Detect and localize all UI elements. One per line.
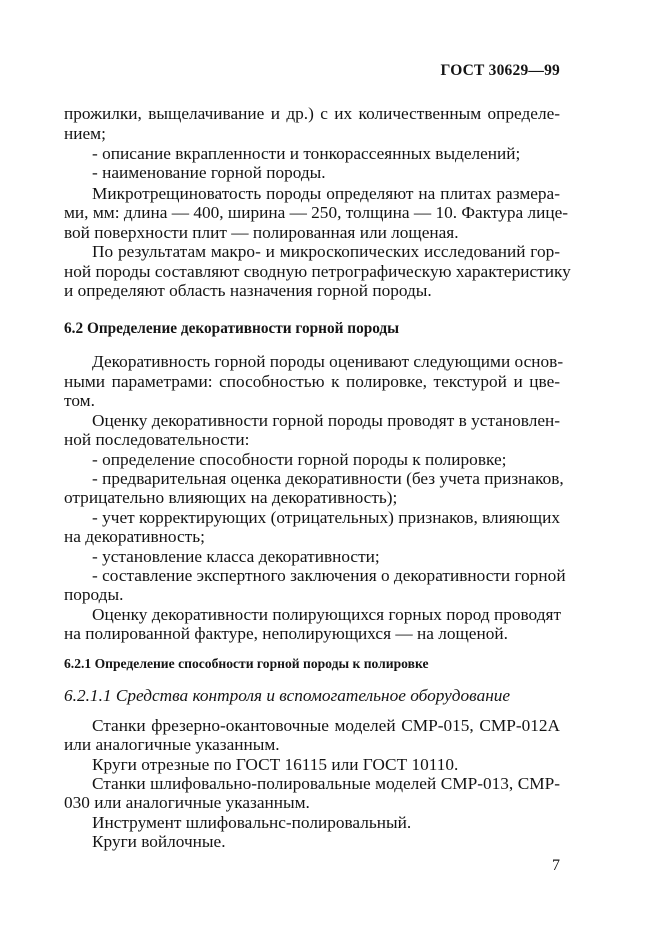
section-heading-6-2: 6.2 Определение декоративности горной породы [64,320,400,337]
list-item: - предварительная оценка декоративности (без учета признаков, [92,469,564,488]
text-line: породы. [64,585,124,604]
text-line: Станки шлифовально-полировальные моделей СМР-013, СМР- [92,774,560,793]
text-line: прожилки, выщелачивание и др.) с их количественным определе- [64,104,560,123]
text-line: Микротрещиноватость породы определяют на плитах размера- [92,184,560,203]
text-line: Декоративность горной породы оценивают следующими основ- [92,352,564,371]
text-line: отрицательно влияющих на декоративность); [64,488,398,507]
text-line: Оценку декоративности полирующихся горных пород проводят [92,605,561,624]
list-item: - установление класса декоративности; [92,547,380,566]
text-line: 030 или аналогичные указанным. [64,793,310,812]
doc-header-code: ГОСТ 30629—99 [440,62,560,79]
text-line: Инструмент шлифовальнс-полировальный. [92,813,412,832]
text-line: Круги войлочные. [92,832,226,851]
text-line: вой поверхности плит — полированная или лощеная. [64,223,459,242]
list-item: - описание вкрапленности и тонкорассеянных выделений; [92,144,521,163]
text-line: ными параметрами: способностью к полировке, текстурой и цве- [64,372,560,391]
text-line: том. [64,391,95,410]
text-line: Оценку декоративности горной породы проводят в установлен- [92,411,560,430]
list-item: - наименование горной породы. [92,163,326,182]
text-line: на полированной фактуре, неполирующихся — на лощеной. [64,624,508,643]
text-line: или аналогичные указанным. [64,735,280,754]
text-line: ми, мм: длина — 400, ширина — 250, толщина — 10. Фактура лице- [64,203,569,222]
page-number: 7 [552,857,560,874]
text-line: нием; [64,124,106,143]
list-item: - составление экспертного заключения о декоративности горной [92,566,566,585]
text-line: По результатам макро- и микроскопических исследований гор- [92,242,560,261]
text-line: ной породы составляют сводную петрографическую характеристику [64,262,571,281]
text-line: ной последовательности: [64,430,250,449]
list-item: - определение способности горной породы к полировке; [92,450,507,469]
list-item: - учет корректирующих (отрицательных) признаков, влияющих [92,508,560,527]
section-heading-6-2-1-1: 6.2.1.1 Средства контроля и вспомогательное оборудование [64,686,511,705]
text-line: и определяют область назначения горной породы. [64,281,432,300]
text-line: на декоративность; [64,527,205,546]
text-line: Круги отрезные по ГОСТ 16115 или ГОСТ 10110. [92,755,459,774]
section-heading-6-2-1: 6.2.1 Определение способности горной породы к полировке [64,656,429,671]
text-line: Станки фрезерно-окантовочные моделей СМР-015, СМР-012А [92,716,560,735]
